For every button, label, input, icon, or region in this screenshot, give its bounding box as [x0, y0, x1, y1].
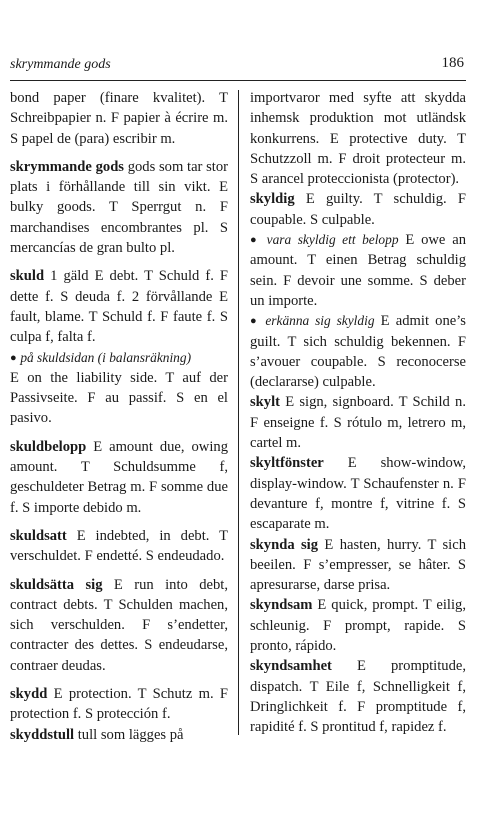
entry-text: E guilty. T schuldig. F coupable. S culpable. — [250, 191, 466, 228]
entry-headword: skyndsamhet — [250, 658, 332, 675]
entry-text: E run into debt, contract debts. T Schulden machen, sich verschulden. F s’endetter, contracter des dettes. S endeudarse, contraer deudas. — [10, 576, 228, 674]
column-divider — [238, 90, 239, 735]
subentry-phrase: erkänna sig skyldig — [265, 313, 375, 329]
entry-headword: skuldsatt — [10, 527, 67, 544]
left-column — [10, 88, 228, 745]
dictionary-subentry — [250, 230, 466, 311]
dictionary-entry — [250, 656, 466, 737]
dictionary-entry — [250, 595, 466, 656]
subentry-phrase: på skuldsidan (i balansräkning) — [20, 349, 192, 365]
bullet-icon: ● — [250, 315, 260, 328]
dictionary-entry — [250, 453, 466, 534]
entry-text: E admit one’s guilt. T sich schuldig bekennen. F s’avouer coupable. S reconocerse (declararse) culpable. — [250, 313, 466, 391]
dictionary-entry — [250, 189, 466, 230]
entry-text: 1 gäld E debt. T Schuld f. F dette f. S deuda f. 2 förvållande E fault, blame. T Schuld f. F faute f. S culpa f, falta f. — [10, 268, 228, 346]
entry-text: E on the liability side. T auf der Passivseite. F au passif. S en el pasivo. — [10, 369, 228, 427]
entry-text: tull som lägges på — [74, 726, 184, 743]
dictionary-entry — [10, 88, 228, 149]
entry-headword: skydd — [10, 686, 48, 703]
entry-text: gods som tar stor plats i förhållande till sin vikt. E bulky goods. T Sperrgut n. F marchandises encombrantes pl. S mercancías de gran bulto pl. — [10, 158, 228, 257]
entry-text: E indebted, in debt. T verschuldet. F endetté. S endeudado. — [10, 527, 228, 565]
dictionary-subentry — [250, 311, 466, 392]
entry-text: E amount due, owing amount. T Schuldsumme f, geschuldeter Betrag m. F somme due f. S importe debido m. — [10, 438, 228, 516]
running-head: skrymmande gods — [10, 57, 111, 72]
entry-text: E sign, signboard. T Schild n. F enseigne f. S rótulo m, letrero m, cartel m. — [250, 394, 466, 452]
entry-headword: skyltfönster — [250, 455, 324, 472]
entry-headword: skylt — [250, 394, 281, 411]
header-rule — [10, 80, 466, 81]
bullet-icon: ● — [250, 234, 260, 247]
entry-headword: skrymmande gods — [10, 158, 124, 175]
dictionary-entry — [10, 725, 228, 745]
dictionary-entry — [250, 88, 466, 189]
entry-headword: skuld — [10, 268, 45, 285]
bullet-icon: ● — [10, 351, 17, 364]
entry-headword: skynda sig — [250, 536, 319, 553]
dictionary-entry — [10, 157, 228, 258]
entry-headword: skyldig — [250, 191, 295, 208]
subentry-phrase: vara skyldig ett belopp — [266, 232, 399, 248]
entry-headword: skuldsätta sig — [10, 576, 103, 593]
entry-text: importvaror med syfte att skydda inhemsk produktion mot utländsk konkurrens. E protective duty. T Schutzzoll m. F droit protecteur m. S arancel proteccionista (protector). — [250, 90, 466, 188]
dictionary-entry — [10, 684, 228, 725]
entry-text: E show-window, display-window. T Schaufenster n. F devanture f, montre f, vitrine f. S escaparate m. — [250, 455, 466, 533]
entry-text: E protection. T Schutz m. F protection f. S protección f. — [10, 686, 228, 723]
dictionary-entry — [10, 266, 228, 347]
entry-text: E promptitude, dispatch. T Eile f, Schnelligkeit f, Dringlichkeit f. F promptitude f, rapidité f. S prontitud f, rapidez f. — [250, 658, 466, 736]
entry-text: E owe an amount. T einen Betrag schuldig sein. F devoir une somme. S deber un importe. — [250, 232, 466, 309]
dictionary-entry — [10, 526, 228, 567]
entry-headword: skyndsam — [250, 597, 313, 614]
dictionary-entry — [10, 575, 228, 676]
entry-text: E quick, prompt. T eilig, schleunig. F prompt, rapide. S pronto, rápido. — [250, 597, 466, 655]
entry-text: E hasten, hurry. T sich beeilen. F s’empresser, se hâter. S apresurarse, darse prisa. — [250, 536, 466, 594]
entry-headword: skyddstull — [10, 726, 75, 743]
dictionary-subentry — [10, 348, 228, 429]
dictionary-entry — [250, 392, 466, 453]
entry-text: bond paper (finare kvalitet). T Schreibpapier n. F papier à écrire m. S papel de (para) escribir m. — [10, 90, 228, 147]
page-number: 186 — [441, 55, 464, 71]
right-column — [250, 88, 466, 738]
dictionary-entry — [10, 437, 228, 518]
entry-headword: skuldbelopp — [10, 438, 87, 455]
page-header — [10, 55, 466, 79]
dictionary-entry — [250, 535, 466, 596]
